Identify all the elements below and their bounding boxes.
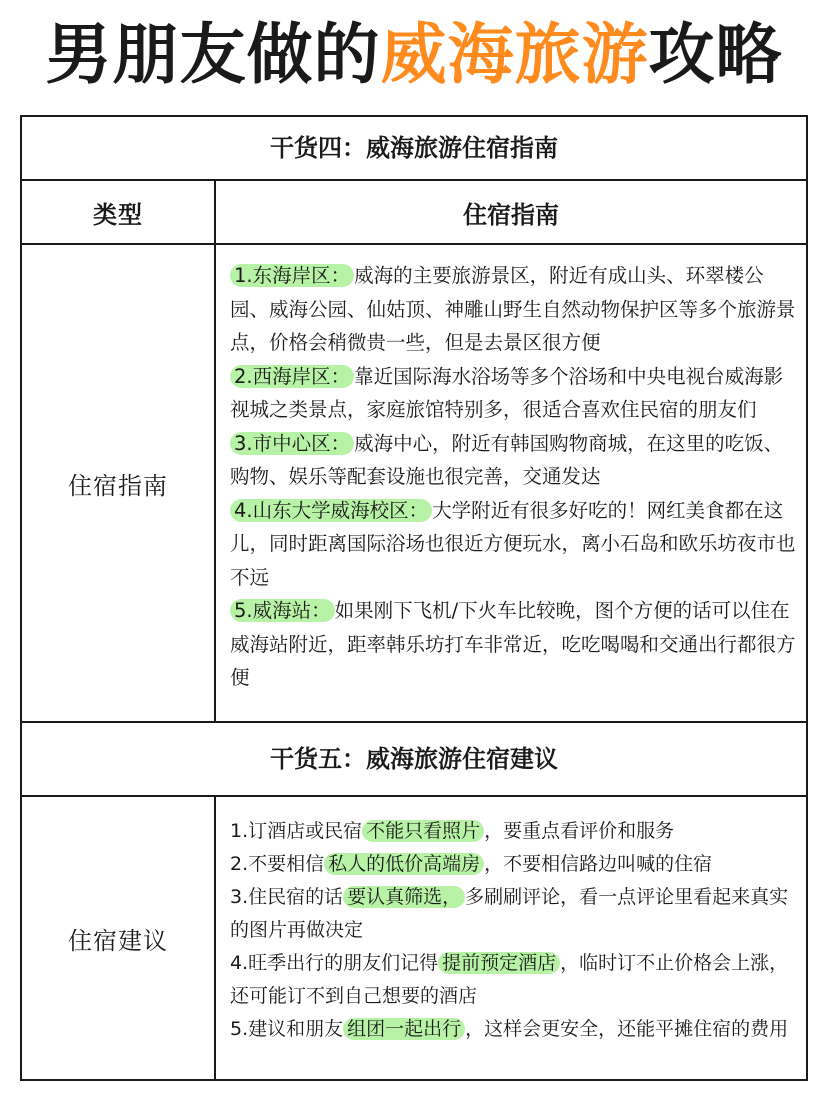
suggestion-item-pre: 4.旺季出行的朋友们记得: [230, 952, 439, 974]
guide-item-text: 如果刚下飞机/下火车比较晚，图个方便的话可以住在威海站附近，距率韩乐坊打车非常近，吃吃喝喝和交通出行都很方便: [230, 599, 796, 689]
guide-item: [230, 494, 796, 595]
guide-table: [20, 115, 808, 1081]
guide-row: [22, 243, 806, 721]
guide-item-highlight: 1.东海岸区：: [230, 264, 354, 287]
title-suffix: 攻略: [648, 16, 783, 93]
suggestion-item-pre: 3.住民宿的话: [230, 886, 344, 908]
suggestion-item-pre: 1.订酒店或民宿: [230, 820, 363, 842]
guide-item: [230, 360, 796, 427]
suggestion-item-highlight: 不能只看照片: [362, 820, 484, 842]
suggestion-row-label: 住宿建议: [22, 797, 216, 1079]
guide-item-highlight: 5.威海站：: [230, 599, 335, 622]
guide-item-text: 靠近国际海水浴场等多个浴场和中央电视台威海影视城之类景点，家庭旅馆特别多，很适合喜欢住民宿的朋友们: [230, 364, 784, 421]
suggestion-item: [230, 881, 796, 947]
suggestion-item: [230, 1013, 796, 1046]
column-header-row: [22, 179, 806, 243]
suggestion-item: [230, 947, 796, 1013]
suggestion-item-post: 多刷刷评论，看一点评论里看起来真实的图片再做决定: [230, 886, 789, 941]
title-accent: 威海旅游: [380, 16, 649, 93]
suggestion-item: [230, 815, 796, 848]
suggestion-item-highlight: 组团一起出行: [343, 1018, 465, 1040]
suggestion-row: [22, 795, 806, 1079]
suggestion-item-post: ，这样会更安全，还能平摊住宿的费用: [465, 1018, 789, 1040]
guide-content: [216, 245, 806, 721]
suggestion-item-highlight: 要认真筛选，: [343, 886, 465, 908]
guide-item-text: 大学附近有很多好吃的！网红美食都在这儿，同时距离国际浴场也很近方便玩水，离小石岛和欧乐坊夜市也不远: [230, 498, 796, 589]
guide-item-highlight: 3.市中心区：: [230, 432, 354, 455]
column-header-guide: 住宿指南: [463, 200, 559, 229]
guide-item: [230, 594, 796, 695]
suggestion-item-post: ，不要相信路边叫喊的住宿: [484, 853, 713, 875]
guide-item-text: 威海的主要旅游景区，附近有成山头、环翠楼公园、威海公园、仙姑顶、神雕山野生自然动物保护区等多个旅游景点，价格会稍微贵一些，但是去景区很方便: [230, 264, 796, 354]
suggestion-content: [216, 797, 806, 1079]
section5-header-text: 干货五：威海旅游住宿建议: [270, 745, 558, 773]
section4-header-text: 干货四：威海旅游住宿指南: [270, 134, 558, 162]
guide-item: [230, 427, 796, 494]
suggestion-item-post: ，要重点看评价和服务: [484, 820, 675, 842]
suggestion-item-highlight: 提前预定酒店: [438, 952, 560, 974]
page-title: [0, 0, 828, 110]
suggestion-item-pre: 5.建议和朋友: [230, 1018, 344, 1040]
guide-item-highlight: 2.西海岸区：: [230, 365, 354, 388]
section5-header: [22, 721, 806, 795]
suggestion-item-post: ，临时订不止价格会上涨，还可能订不到自己想要的酒店: [230, 952, 789, 1007]
suggestion-item: [230, 848, 796, 881]
guide-item-highlight: 4.山东大学威海校区：: [230, 499, 432, 522]
guide-item: [230, 259, 796, 360]
suggestion-item-highlight: 私人的低价高端房: [324, 853, 484, 875]
section4-header: [22, 117, 806, 179]
title-prefix: 男朋友做的: [45, 16, 381, 93]
column-header-type: 类型: [22, 181, 216, 243]
guide-item-text: 威海中心，附近有韩国购物商城，在这里的吃饭、购物、娱乐等配套设施也很完善，交通发达: [230, 431, 784, 488]
suggestion-item-pre: 2.不要相信: [230, 853, 325, 875]
guide-row-label: 住宿指南: [22, 245, 216, 721]
